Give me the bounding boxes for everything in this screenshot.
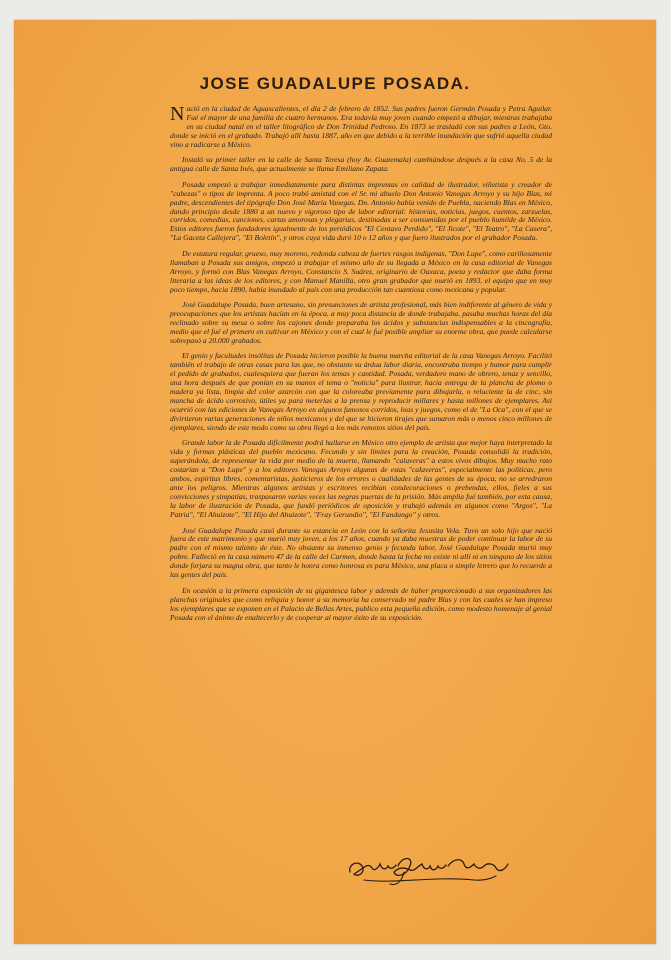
paragraph-9: En ocasión a la primera exposición de su gigantesca labor y además de haber proporcionado a sus organizadores las planchas originales que como reliquia y honor a su memoria ha conservado mi padre Blas y con las cuales se han impreso los ejemplares que se exponen en el Palacio de Bellas Artes, publico esta pequeña edición, como modesto homenaje al genial Posada con el ánimo de enaltecerlo y de cooperar al mayor éxito de su exposición. [170, 585, 552, 622]
paragraph-8: José Guadalupe Posada casó durante su estancia en León con la señorita Jesusita Vela. Tuvo un solo hijo que nació fuera de este matrimonio y que murió muy joven, a los 17 años, cuando ya daba muestras de poder continuar la labor de su padre con el mismo talento de éste. No obstante su inmenso genio y fecunda labor, José Guadalupe Posada murió muy pobre. Falleció en la casa número 47 de la calle del Carmen, donde hasta la fecha no existe ni allí ni en ninguno de los sitios donde forjara su magna obra, que tanto le honra como honrosa es para México, una placa o simple letrero que lo recuerde a las gentes del país. [170, 525, 552, 580]
paragraph-4: De estatura regular, grueso, muy moreno, redonda cabeza de fuertes rasgos indígenas, "Don Lupe", como cariñosamente llamaban a Posada sus amigos, empezó a trabajar el mismo año de su llegada a México en la casa editorial de Vanegas Arroyo, y formó con Blas Vanegas Arroyo, Constancio S. Suárez, originario de Oaxaca, poeta y redactor que daba forma literaria a las ideas de los editores, y con Manuel Manilla, otro gran grabador que murió en 1893, el equipo que en muy poco tiempo, hacia 1890, había inundado al país con una producción tan cuantiosa como mexicana y popular. [170, 248, 552, 294]
paragraph-1 [170, 105, 552, 150]
paragraph-3: Posada empezó a trabajar inmediatamente para distintas imprentas en calidad de ilustrador, viñetista y creador de "cabezas" o tipos de imprenta. A poco trabó amistad con el Sr. mi abuelo Don Antonio Vanegas Arroyo y su hijo Blas, mi padre, descendientes del tipógrafo Don José María Vanegas. Dn. Antonio había venido de Puebla, naciendo Blas en México, dando principio desde 1880 a un nuevo y vigoroso tipo de labor editorial: historias, noticias, juegos, cuentos, zarzuelas, corridos, comedias, canciones, cartas amorosas y plegarias, destinadas a ser consumidas por el pueblo humilde de México. Estos editores fueron fundadores igualmente de los periódicos "El Centavo Perdido", "El Jicote", "El Teatro", "La Casera", "La Gaceta Callejera", "El Boletín", y otros cuya vida duró 10 o 12 años y que fuero ilustrados por el grabador Posada. [170, 179, 552, 243]
paragraph-7: Grande labor la de Posada difícilmente podrá hallarse en México otro ejemplo de artista que mejor haya interpretado la vida y formas plásticas del pueblo mexicano. Fecundo y sin límites para la creación, Posada consolidó la tradición, superándola, de representar la vida por medio de la muerte, llamando "calaveras" a estos vivos dibujos. Muy mucho rato costarían a "Don Lupe" y a los editores Vanegas Arroyo algunas de estas "calaveras", especialmente las políticas, pero ambos, espíritus libres, comentaristas, justicieros de los errores o cualidades de las gentes de su época, no se arredraron ante los peligros. Mientras algunos artistas y escritores recibían condecoraciones o prebendas, ellos, fieles a sus convicciones y simpatías, traspasaron varias veces las negras puertas de la prisión. Más amplia fué también, por esta causa, la labor de ilustración de Posada, que fundó periódicos de oposición y trabajó además en algunos como "Argos", "La Patria", "El Ahuizote", "El Hijo del Ahuizote", "Fray Gerundio", "El Fandango" y otros. [170, 438, 552, 520]
paragraph-2: Instaló su primer taller en la calle de Santa Teresa (hoy Av. Guatemala) cambiándose después a la casa No. 5 de la antigua calle de Santa Inés, que actualmente se llama Emiliano Zapata. [170, 155, 552, 174]
handwritten-signature [344, 838, 514, 888]
drop-cap: N [170, 103, 185, 125]
paragraph-5: José Guadalupe Posada, buen artesano, sin presunciones de artista profesional, más bien indiferente al género de vida y preocupaciones que los artistas hacían en la época, a muy poca distancia de donde trabajaba, pasaba muchas horas del día reclinado sobre su mesa o sobre los cajones donde preparaba los ácidos y substancias indispensables a la cincografía, medio que el fué el primero en cultivar en México y con el cual le fué posible ampliar su enorme obra, que puede calcularse sobrepasó a 20.000 grabados. [170, 300, 552, 345]
document-body [170, 105, 552, 629]
broadside-sheet [14, 20, 656, 944]
document-title: JOSE GUADALUPE POSADA. [199, 74, 471, 93]
paragraph-1-text: ació en la ciudad de Aguascalientes, el día 2 de febrero de 1852. Sus padres fueron Germán Posada y Petra Aguilar. Fué el mayor de una familia de cuatro hermanos. Era todavía muy joven cuando empezó a dibujar, mientras trabajaba en su ciudad natal en el taller litográfico de Don Trinidad Pedroso. En 1873 se trasladó con sus padres a León, Gto. donde se inició en el grabado. Trabajó allí hasta 1887, año en que debido a la terrible inundación que sufrió aquella ciudad vino a radicarse a México. [170, 104, 552, 149]
paragraph-6: El genio y facultades insólitas de Posada hicieron posible la buena marcha editorial de la casa Vanegas Arroyo. Facilitó también el trabajo de otras casas para las que, no obstante su árdua labor diaria, encontraba tiempo y humor para cumplir el pedido de grabados, cualesquiera que fueran los temas y cantidad. Posada, verdadero mano de obrero, tenaz y sencillo, una hora después de que ponían en su manos el tema o "noticia" para ilustrar, hacía entrega de la plancha de plomo o madera ya lista, limpia del color azarcón con que la coloreaba previamente para dibujarla, o reluciente la de cinc, sin mancha de ácido corrosivo, útiles ya para meterlas a la prensa y reproducir millares y hasta millones de ejemplares. Así ocurrió con las ediciones de Vanegas Arroyo en algunos famosos corridos, loas y juegos, como el de "La Oca", con el que se divirtieron varias generaciones de niños mexicanos y del que se hicieron tirajes que sumaron más o menos cinco millones de ejemplares, siendo de este modo como su obra llegó a los más remotos sitios del país. [170, 351, 552, 432]
